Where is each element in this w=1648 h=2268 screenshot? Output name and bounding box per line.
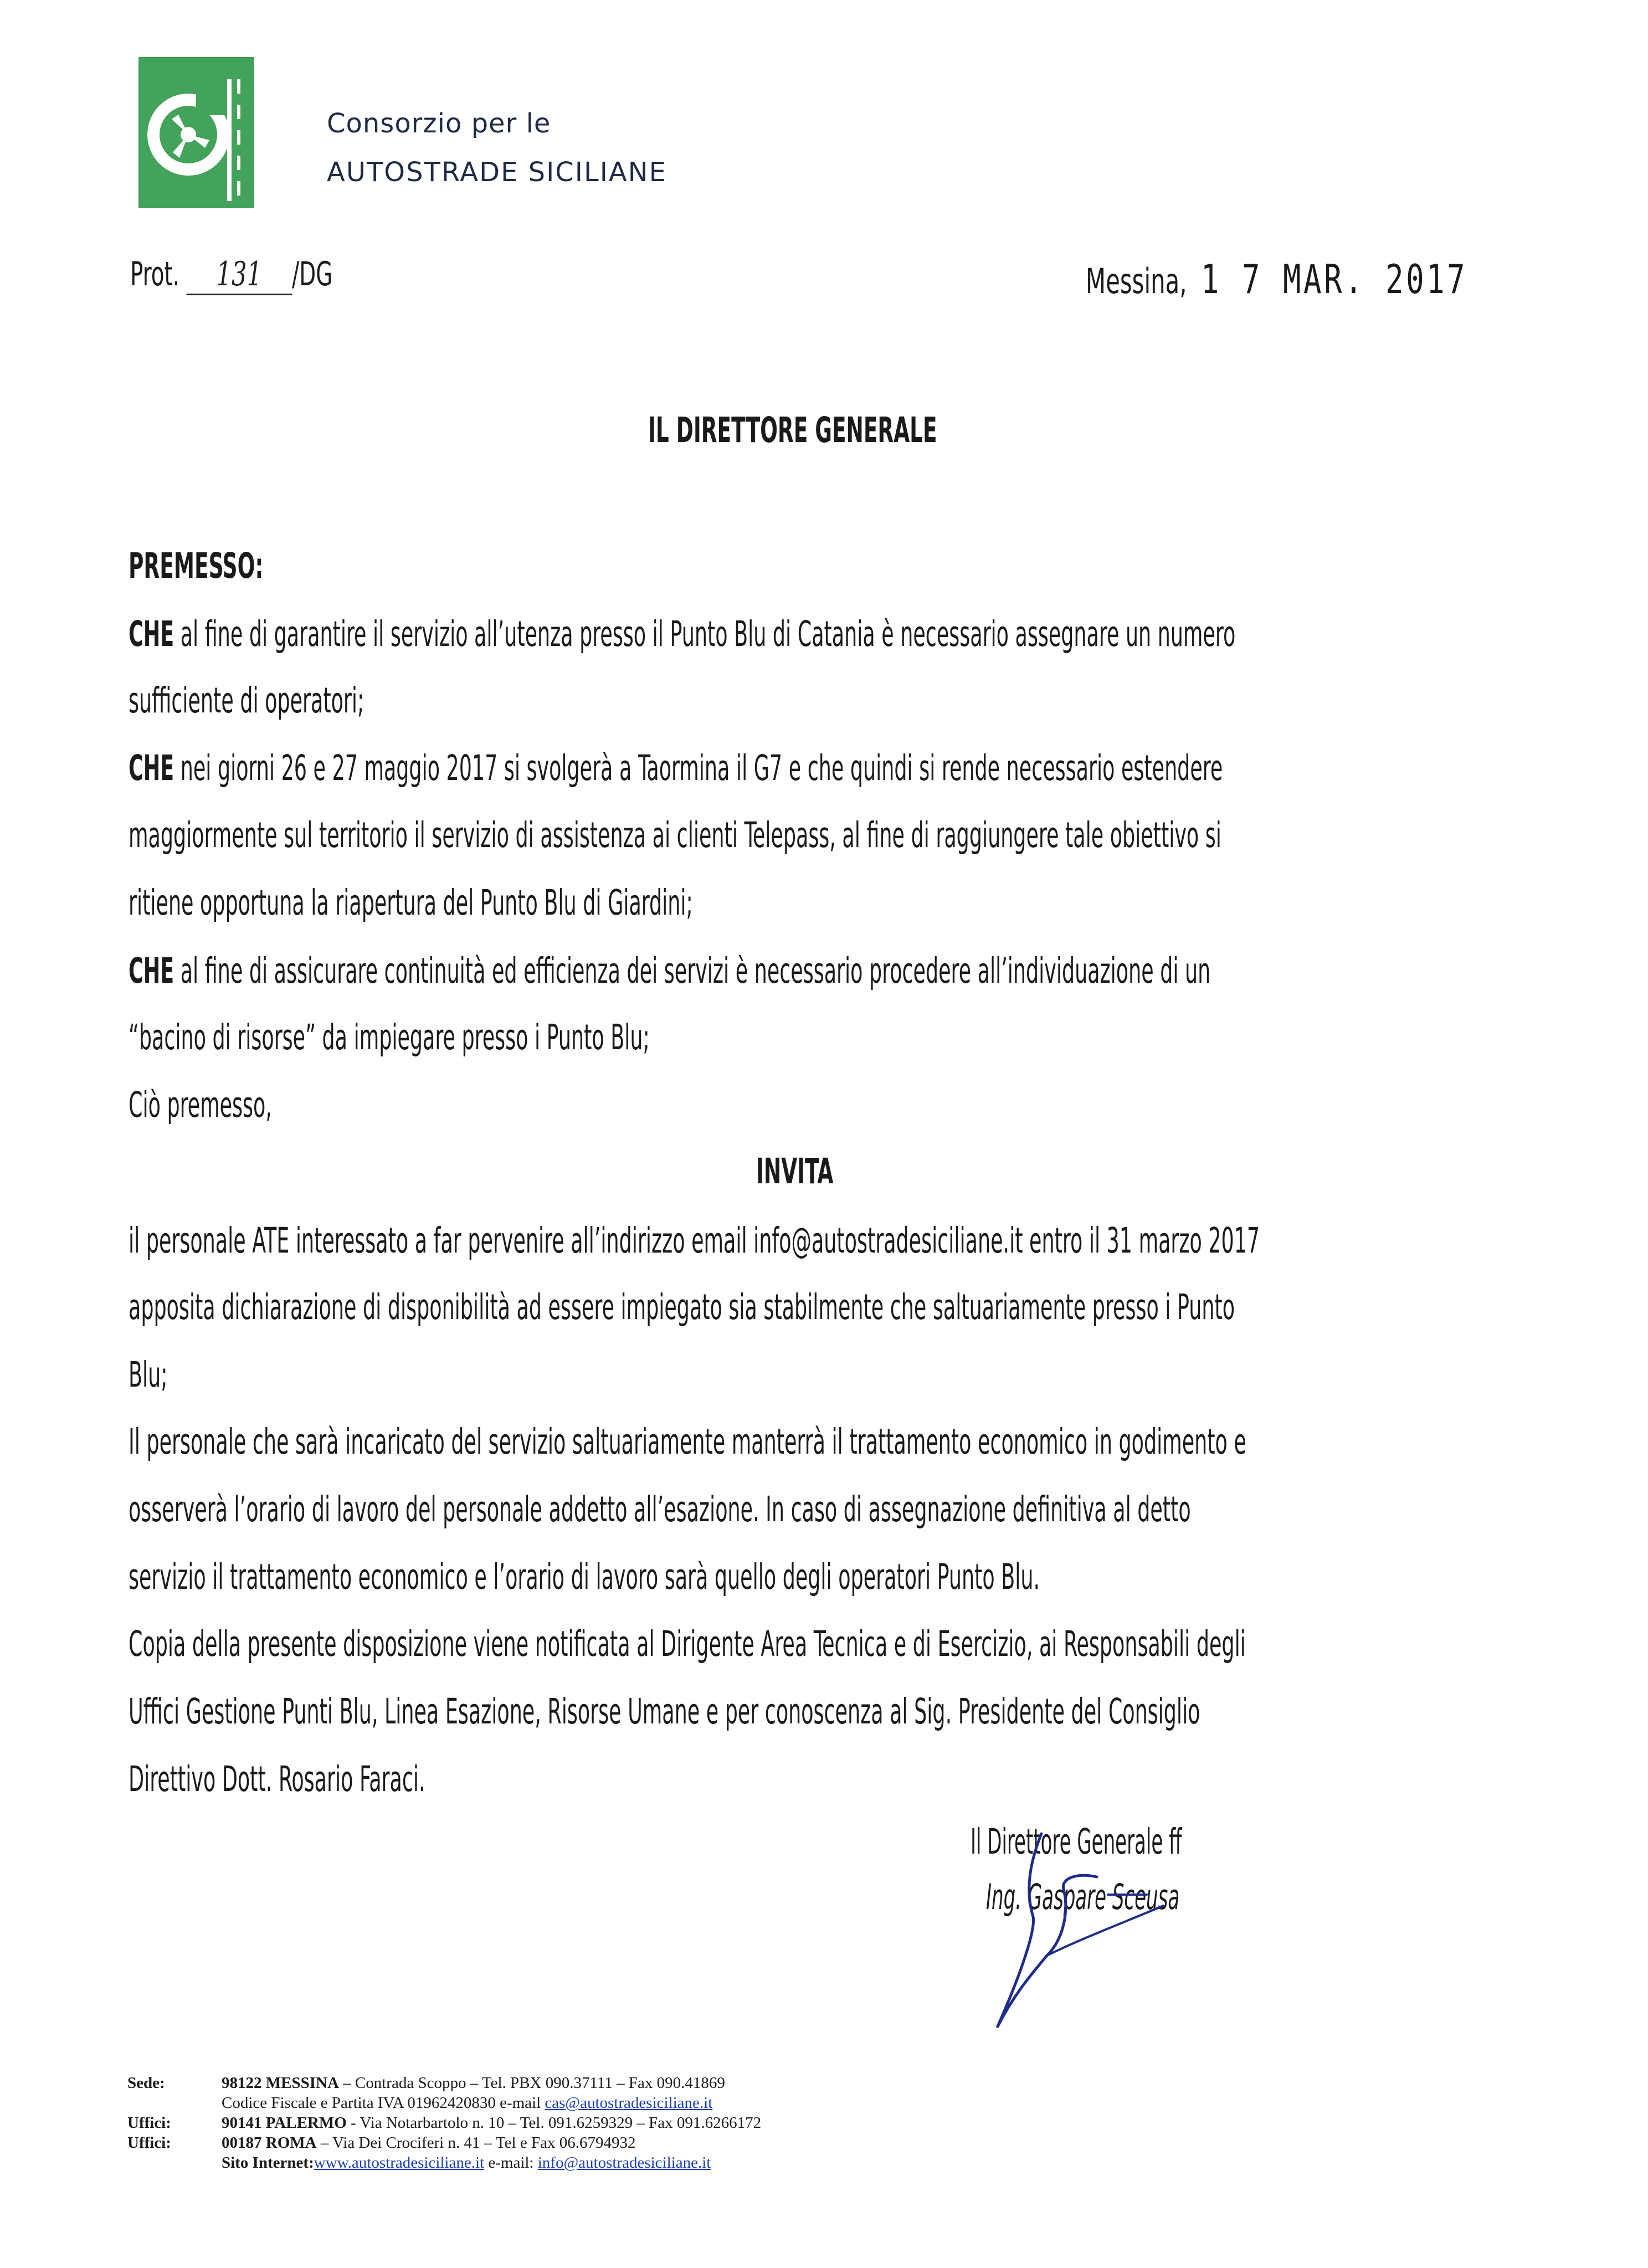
che2-text: nei giorni 26 e 27 maggio 2017 si svolgerà a Taormina il G7 e che quindi si rende necessario estendere	[174, 748, 1223, 788]
che-paragraph-1-line-2: sufficiente di operatori;	[129, 680, 364, 721]
cio-premesso: Ciò premesso,	[129, 1085, 272, 1125]
che-paragraph-2-line-2: maggiormente sul territorio il servizio di assistenza ai clienti Telepass, al fine di raggiungere tale obiettivo si	[129, 815, 1221, 855]
date-line	[1086, 256, 1467, 302]
che-keyword: CHE	[129, 614, 174, 654]
footer-uffici-label: Uffici:	[127, 2134, 171, 2152]
cas-logo	[138, 57, 254, 208]
invita-line-5: osserverà l’orario di lavoro del personale addetto all’esazione. In caso di assegnazione definitiva al detto	[129, 1489, 1191, 1530]
footer-sede-city: 98122 MESSINA	[222, 2074, 339, 2092]
che-paragraph-3-line-1	[129, 952, 1210, 991]
invita-line-6: servizio il trattamento economico e l’orario di lavoro sarà quello degli operatori Punto Blu.	[129, 1557, 1040, 1597]
footer-codice-fiscale	[222, 2093, 712, 2113]
org-name-line2: AUTOSTRADE SICILIANE	[327, 157, 667, 188]
invita-line-8: Uffici Gestione Punti Blu, Linea Esazione, Risorse Umane e per conoscenza al Sig. Presidente del Consiglio	[129, 1691, 1200, 1732]
protocol-handwritten-number: 131	[186, 255, 292, 295]
invita-line-4: Il personale che sarà incaricato del servizio saltuariamente manterrà il trattamento economico in godimento e	[129, 1422, 1246, 1462]
footer-palermo-details: - Via Notarbartolo n. 10 – Tel. 091.6259329 – Fax 091.6266172	[346, 2114, 762, 2132]
footer-sede-details: – Contrada Scoppo – Tel. PBX 090.37111 – Fax 090.41869	[338, 2074, 725, 2092]
che-paragraph-3-line-2: “bacino di risorse” da impiegare presso i Punto Blu;	[129, 1017, 650, 1058]
footer-email-label: e-mail:	[484, 2154, 538, 2172]
footer-site-label: Sito Internet:	[222, 2154, 314, 2172]
footer-website-link[interactable]: www.autostradesiciliane.it	[314, 2154, 485, 2172]
footer-uffici-label: Uffici:	[127, 2114, 171, 2132]
signatory-title: Il Direttore Generale ff	[971, 1821, 1182, 1862]
che-keyword: CHE	[129, 748, 174, 788]
footer-roma	[222, 2133, 635, 2153]
org-name-line1: Consorzio per le	[327, 108, 551, 139]
footer-cf-text: Codice Fiscale e Partita IVA 01962420830 e-mail	[222, 2094, 545, 2112]
footer-info-email-link[interactable]: info@autostradesiciliane.it	[537, 2154, 711, 2172]
che3-text: al fine di assicurare continuità ed efficienza dei servizi è necessario procedere all’individuazione di un	[174, 951, 1211, 991]
date-stamp: 1 7 MAR. 2017	[1201, 256, 1468, 302]
che-keyword: CHE	[129, 951, 174, 991]
protocol-number	[130, 255, 332, 295]
footer-palermo	[222, 2113, 761, 2133]
che1-text: al fine di garantire il servizio all’utenza presso il Punto Blu di Catania è necessario assegnare un numero	[174, 614, 1236, 654]
signatory-name: Ing. Gaspare Sceusa	[986, 1877, 1180, 1917]
footer-sede	[222, 2073, 725, 2093]
che-paragraph-2-line-3: ritiene opportuna la riapertura del Punto Blu di Giardini;	[129, 882, 693, 923]
invita-line-9: Direttivo Dott. Rosario Faraci.	[129, 1759, 425, 1799]
protocol-suffix: /DG	[292, 255, 333, 294]
invita-heading: INVITA	[756, 1151, 834, 1192]
che-paragraph-2-line-1	[129, 749, 1223, 788]
document-title: IL DIRETTORE GENERALE	[648, 410, 937, 450]
protocol-prefix: Prot.	[130, 255, 180, 294]
che-paragraph-1-line-1	[129, 615, 1235, 654]
invita-line-2: apposita dichiarazione di disponibilità ad essere impiegato sia stabilmente che saltuariamente presso i Punto	[129, 1287, 1235, 1327]
handwritten-signature	[980, 1812, 1213, 2044]
date-place: Messina,	[1086, 261, 1187, 301]
invita-line-3: Blu;	[129, 1354, 168, 1395]
footer-website	[222, 2153, 711, 2173]
footer-roma-city: 00187 ROMA	[222, 2134, 317, 2152]
invita-line-7: Copia della presente disposizione viene notificata al Dirigente Area Tecnica e di Esercizio, ai Responsabili degli	[129, 1624, 1246, 1664]
invita-line-1: il personale ATE interessato a far pervenire all’indirizzo email info@autostradesiciliane.it entro il 31 marzo 2017	[129, 1220, 1260, 1261]
footer-sede-label: Sede:	[127, 2074, 165, 2092]
premesso-heading: PREMESSO:	[129, 546, 264, 586]
footer-cas-email-link[interactable]: cas@autostradesiciliane.it	[545, 2094, 713, 2112]
footer-palermo-city: 90141 PALERMO	[222, 2114, 347, 2132]
footer-roma-details: – Via Dei Crociferi n. 41 – Tel e Fax 06.6794932	[316, 2134, 636, 2152]
